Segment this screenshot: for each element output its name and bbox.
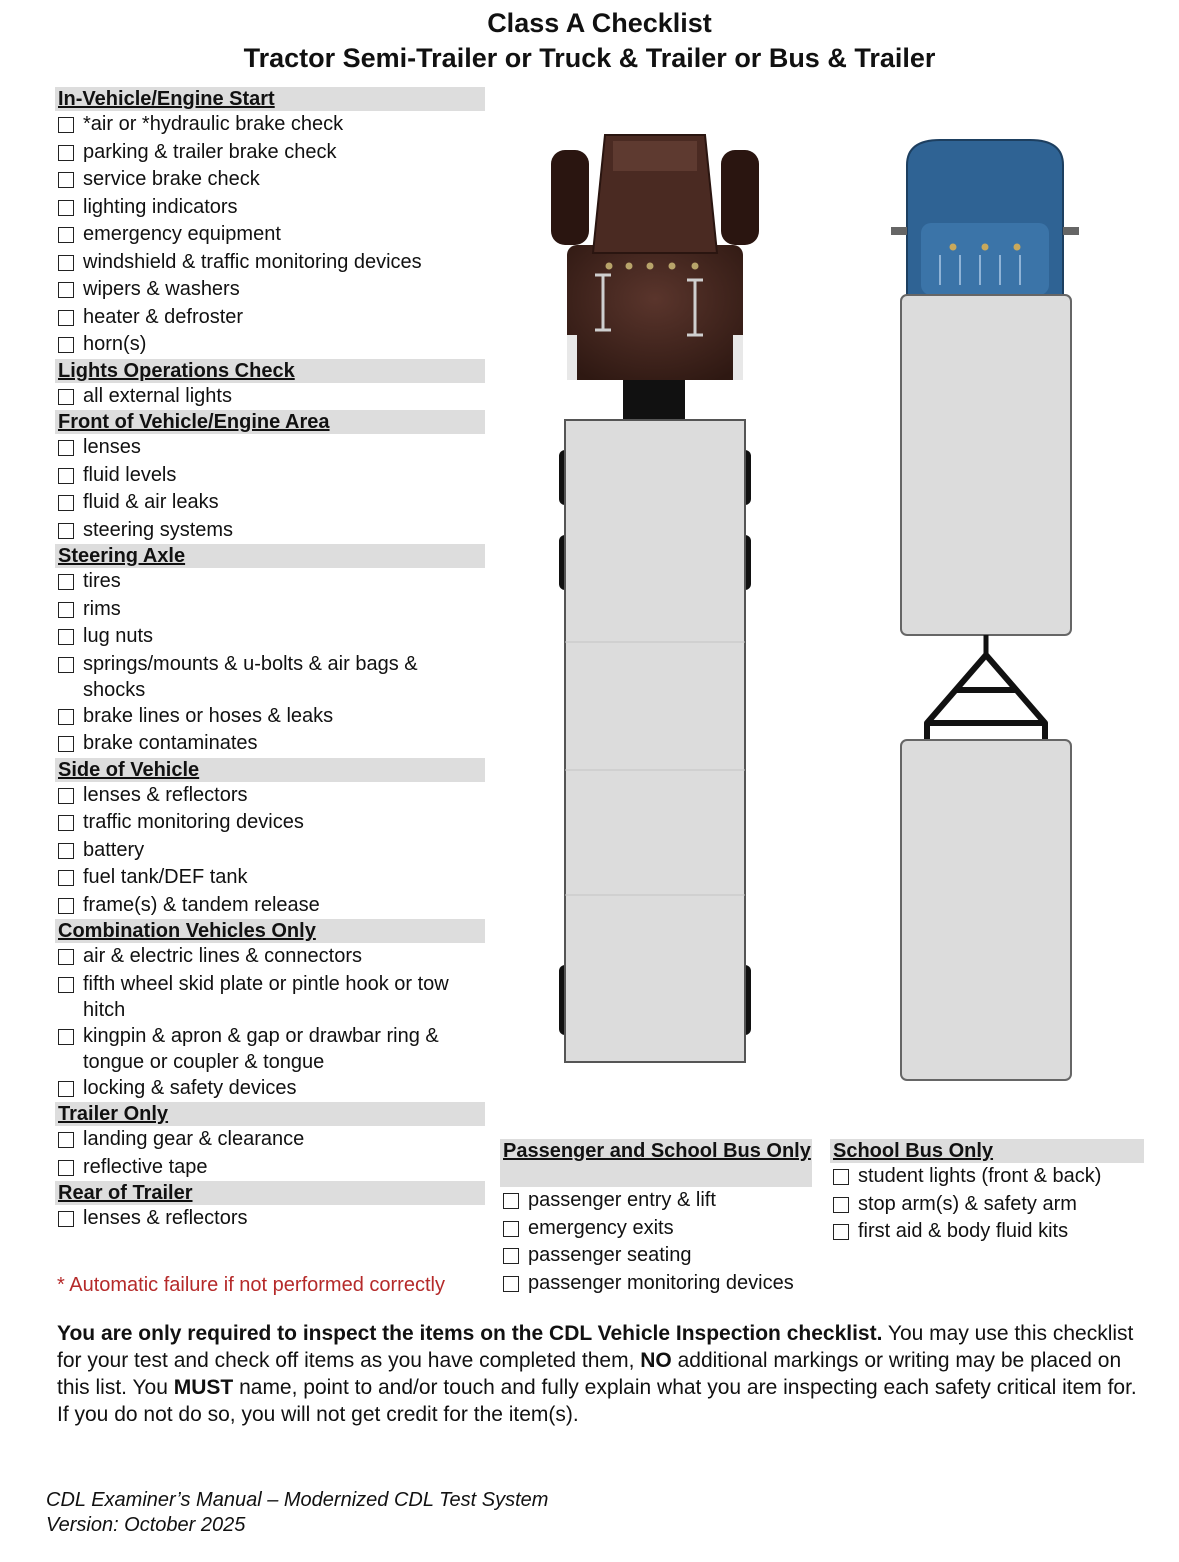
- checklist-item: [55, 596, 485, 624]
- tractor-cab: [551, 135, 759, 380]
- checkbox[interactable]: [58, 310, 74, 326]
- checklist-item: [500, 1215, 812, 1243]
- section-heading: Combination Vehicles Only: [55, 919, 485, 943]
- checklist-item-label: tires: [83, 570, 121, 592]
- checklist-item: [55, 166, 485, 194]
- checklist-item: [55, 331, 485, 359]
- checklist-item-label: passenger monitoring devices: [528, 1271, 794, 1294]
- section-item-list: [55, 1205, 485, 1233]
- section-item-list: [55, 782, 485, 920]
- checkbox[interactable]: [58, 736, 74, 752]
- checklist-item-label: lenses: [83, 436, 141, 458]
- checkbox[interactable]: [833, 1197, 849, 1213]
- checkbox[interactable]: [58, 1211, 74, 1227]
- full-trailer: [901, 740, 1071, 1080]
- checkbox[interactable]: [58, 657, 74, 673]
- checkbox[interactable]: [503, 1248, 519, 1264]
- checklist-item: [830, 1218, 1144, 1246]
- checklist-item: [55, 837, 485, 865]
- checklist-item-label: service brake check: [83, 168, 260, 190]
- checklist-item-label: landing gear & clearance: [83, 1128, 305, 1150]
- checklist-item-label: springs/mounts & u-bolts & air bags & shocks: [83, 652, 418, 701]
- tractor-semi-trailer-diagram: [545, 125, 765, 1085]
- checklist-item-label: stop arm(s) & safety arm: [858, 1192, 1077, 1215]
- checklist-item: [55, 864, 485, 892]
- automatic-failure-note: * Automatic failure if not performed correctly: [57, 1274, 445, 1296]
- checklist-item-label: reflective tape: [83, 1155, 208, 1178]
- checkbox[interactable]: [58, 523, 74, 539]
- checkbox[interactable]: [58, 574, 74, 590]
- checkbox[interactable]: [58, 227, 74, 243]
- checklist-item: [55, 651, 485, 703]
- checklist-item: [55, 943, 485, 971]
- checklist-item: [55, 782, 485, 810]
- instructions-part-1: You may use this checklist for your test and check off items as you have completed them,: [57, 1322, 1134, 1372]
- checklist-item-label: traffic monitoring devices: [83, 811, 304, 833]
- checklist-item: [55, 462, 485, 490]
- checkbox[interactable]: [58, 843, 74, 859]
- checklist-item-label: emergency equipment: [83, 223, 281, 245]
- checklist-item-label: first aid & body fluid kits: [858, 1220, 1069, 1242]
- checklist-item: [55, 1154, 485, 1182]
- checklist-item: [55, 1023, 485, 1075]
- section-heading: Side of Vehicle: [55, 758, 485, 782]
- checklist-item: [55, 139, 485, 167]
- checklist-item-label: lenses & reflectors: [83, 1207, 248, 1229]
- checklist-item: [55, 434, 485, 462]
- section-heading: Front of Vehicle/Engine Area: [55, 410, 485, 434]
- checklist-item: [55, 276, 485, 304]
- section-heading: Trailer Only: [55, 1102, 485, 1126]
- checkbox[interactable]: [58, 389, 74, 405]
- instructions-paragraph: [57, 1320, 1147, 1428]
- checklist-item-label: passenger seating: [528, 1244, 692, 1266]
- checkbox[interactable]: [58, 440, 74, 456]
- checklist-item: [500, 1242, 812, 1270]
- checklist-item: [55, 623, 485, 651]
- checklist-item-label: locking & safety devices: [83, 1076, 297, 1099]
- checkbox[interactable]: [833, 1224, 849, 1240]
- passenger-item-list: [500, 1187, 812, 1297]
- checklist-item-label: brake contaminates: [83, 732, 258, 754]
- page-subtitle: Tractor Semi-Trailer or Truck & Trailer or Bus & Trailer: [243, 43, 936, 73]
- drawbar-tongue: [927, 635, 1045, 740]
- checkbox[interactable]: [58, 870, 74, 886]
- checkbox[interactable]: [58, 709, 74, 725]
- checklist-item-label: frame(s) & tandem release: [83, 893, 320, 916]
- instructions-part-2: additional markings or writing may be placed on this list. You: [57, 1349, 1122, 1399]
- checklist-item-label: rims: [83, 597, 121, 620]
- instructions-bold-lead: You are only required to inspect the items on the CDL Vehicle Inspection checklist.: [57, 1322, 883, 1345]
- semi-trailer: [559, 420, 751, 1062]
- checkbox[interactable]: [58, 468, 74, 484]
- section-item-list: [55, 568, 485, 758]
- checklist-item-label: steering systems: [83, 518, 234, 541]
- truck-box: [901, 295, 1071, 635]
- checkbox[interactable]: [58, 788, 74, 804]
- school-bus-item-list: [830, 1163, 1144, 1246]
- checklist-item: [55, 730, 485, 758]
- instructions-part-3: name, point to and/or touch and fully explain what you are inspecting each safety critical item for. If you do not do so, you will not get credit for the item(s).: [57, 1376, 1137, 1426]
- section-item-list: [55, 943, 485, 1102]
- checkbox[interactable]: [833, 1169, 849, 1185]
- checkbox[interactable]: [58, 629, 74, 645]
- checklist-item: [55, 221, 485, 249]
- checkbox[interactable]: [58, 495, 74, 511]
- checklist-item-label: fifth wheel skid plate or pintle hook or tow hitch: [83, 972, 449, 1021]
- checklist-item-label: *air or *hydraulic brake check: [83, 113, 344, 135]
- checkbox[interactable]: [58, 255, 74, 271]
- footer: [46, 1488, 548, 1538]
- checkbox[interactable]: [58, 282, 74, 298]
- checklist-item: [500, 1187, 812, 1215]
- checklist-item: [55, 517, 485, 545]
- checklist-item: [55, 568, 485, 596]
- checkbox[interactable]: [58, 898, 74, 914]
- school-bus-only-section: [830, 1139, 1144, 1246]
- checkbox[interactable]: [503, 1221, 519, 1237]
- left-checklist-column: [55, 87, 485, 1233]
- truck-cab: [891, 140, 1079, 295]
- checklist-item-label: fluid & air leaks: [83, 491, 219, 513]
- checkbox[interactable]: [58, 117, 74, 133]
- checkbox[interactable]: [58, 337, 74, 353]
- section-heading: Lights Operations Check: [55, 359, 485, 383]
- checklist-item-label: all external lights: [83, 384, 232, 407]
- instructions-bold-must: MUST: [173, 1376, 234, 1399]
- checkbox[interactable]: [58, 145, 74, 161]
- checkbox[interactable]: [58, 172, 74, 188]
- checkbox[interactable]: [58, 815, 74, 831]
- checklist-item-label: brake lines or hoses & leaks: [83, 704, 334, 727]
- checklist-item-label: wipers & washers: [83, 278, 240, 300]
- checklist-item-label: parking & trailer brake check: [83, 140, 337, 163]
- checklist-item-label: emergency exits: [528, 1216, 674, 1239]
- section-heading: Rear of Trailer: [55, 1181, 485, 1205]
- section-heading: Passenger and School Bus Only: [500, 1139, 812, 1187]
- checkbox[interactable]: [58, 1081, 74, 1097]
- section-item-list: [55, 111, 485, 359]
- checkbox[interactable]: [58, 1029, 74, 1045]
- checklist-item-label: passenger entry & lift: [528, 1189, 716, 1211]
- checklist-item-label: air & electric lines & connectors: [83, 945, 363, 967]
- checkbox[interactable]: [58, 949, 74, 965]
- checklist-item-label: battery: [83, 838, 145, 861]
- checkbox[interactable]: [58, 602, 74, 618]
- checklist-item: [55, 304, 485, 332]
- section-item-list: [55, 434, 485, 544]
- checklist-item-label: lenses & reflectors: [83, 783, 248, 806]
- checklist-item-label: lighting indicators: [83, 195, 238, 218]
- section-heading: Steering Axle: [55, 544, 485, 568]
- checklist-item: [830, 1163, 1144, 1191]
- checklist-item: [55, 809, 485, 837]
- page-title: Class A Checklist: [487, 8, 712, 38]
- checklist-item-label: student lights (front & back): [858, 1165, 1102, 1187]
- checklist-item: [55, 249, 485, 277]
- checklist-item: [55, 971, 485, 1023]
- checkbox[interactable]: [503, 1193, 519, 1209]
- checklist-item: [55, 383, 485, 411]
- footer-manual-title: CDL Examiner’s Manual – Modernized CDL Test System: [46, 1489, 549, 1511]
- checklist-item: [55, 1126, 485, 1154]
- checklist-item: [830, 1191, 1144, 1219]
- checklist-item: [55, 1205, 485, 1233]
- section-heading: In-Vehicle/Engine Start: [55, 87, 485, 111]
- checklist-item-label: fluid levels: [83, 463, 177, 486]
- checklist-item-label: heater & defroster: [83, 305, 244, 328]
- checklist-item: [500, 1270, 812, 1298]
- footer-version: Version: October 2025: [46, 1514, 246, 1536]
- checkbox[interactable]: [58, 977, 74, 993]
- section-heading: School Bus Only: [830, 1139, 1144, 1163]
- checklist-item-label: horn(s): [83, 333, 147, 355]
- checklist-item: [55, 892, 485, 920]
- checklist-item: [55, 111, 485, 139]
- checklist-item-label: kingpin & apron & gap or drawbar ring & tongue or coupler & tongue: [83, 1024, 439, 1073]
- section-item-list: [55, 383, 485, 411]
- checklist-item: [55, 1075, 485, 1103]
- truck-and-trailer-diagram: [885, 135, 1085, 1085]
- fifth-wheel-connector: [623, 380, 685, 420]
- checklist-item: [55, 703, 485, 731]
- checklist-item: [55, 489, 485, 517]
- checklist-item-label: lug nuts: [83, 625, 154, 647]
- checkbox[interactable]: [58, 200, 74, 216]
- checkbox[interactable]: [58, 1160, 74, 1176]
- checklist-item-label: windshield & traffic monitoring devices: [83, 250, 422, 273]
- checkbox[interactable]: [503, 1276, 519, 1292]
- checkbox[interactable]: [58, 1132, 74, 1148]
- passenger-school-bus-section: [500, 1139, 812, 1297]
- checklist-item: [55, 194, 485, 222]
- checklist-item-label: fuel tank/DEF tank: [83, 866, 248, 888]
- instructions-bold-no: NO: [640, 1349, 672, 1372]
- section-item-list: [55, 1126, 485, 1181]
